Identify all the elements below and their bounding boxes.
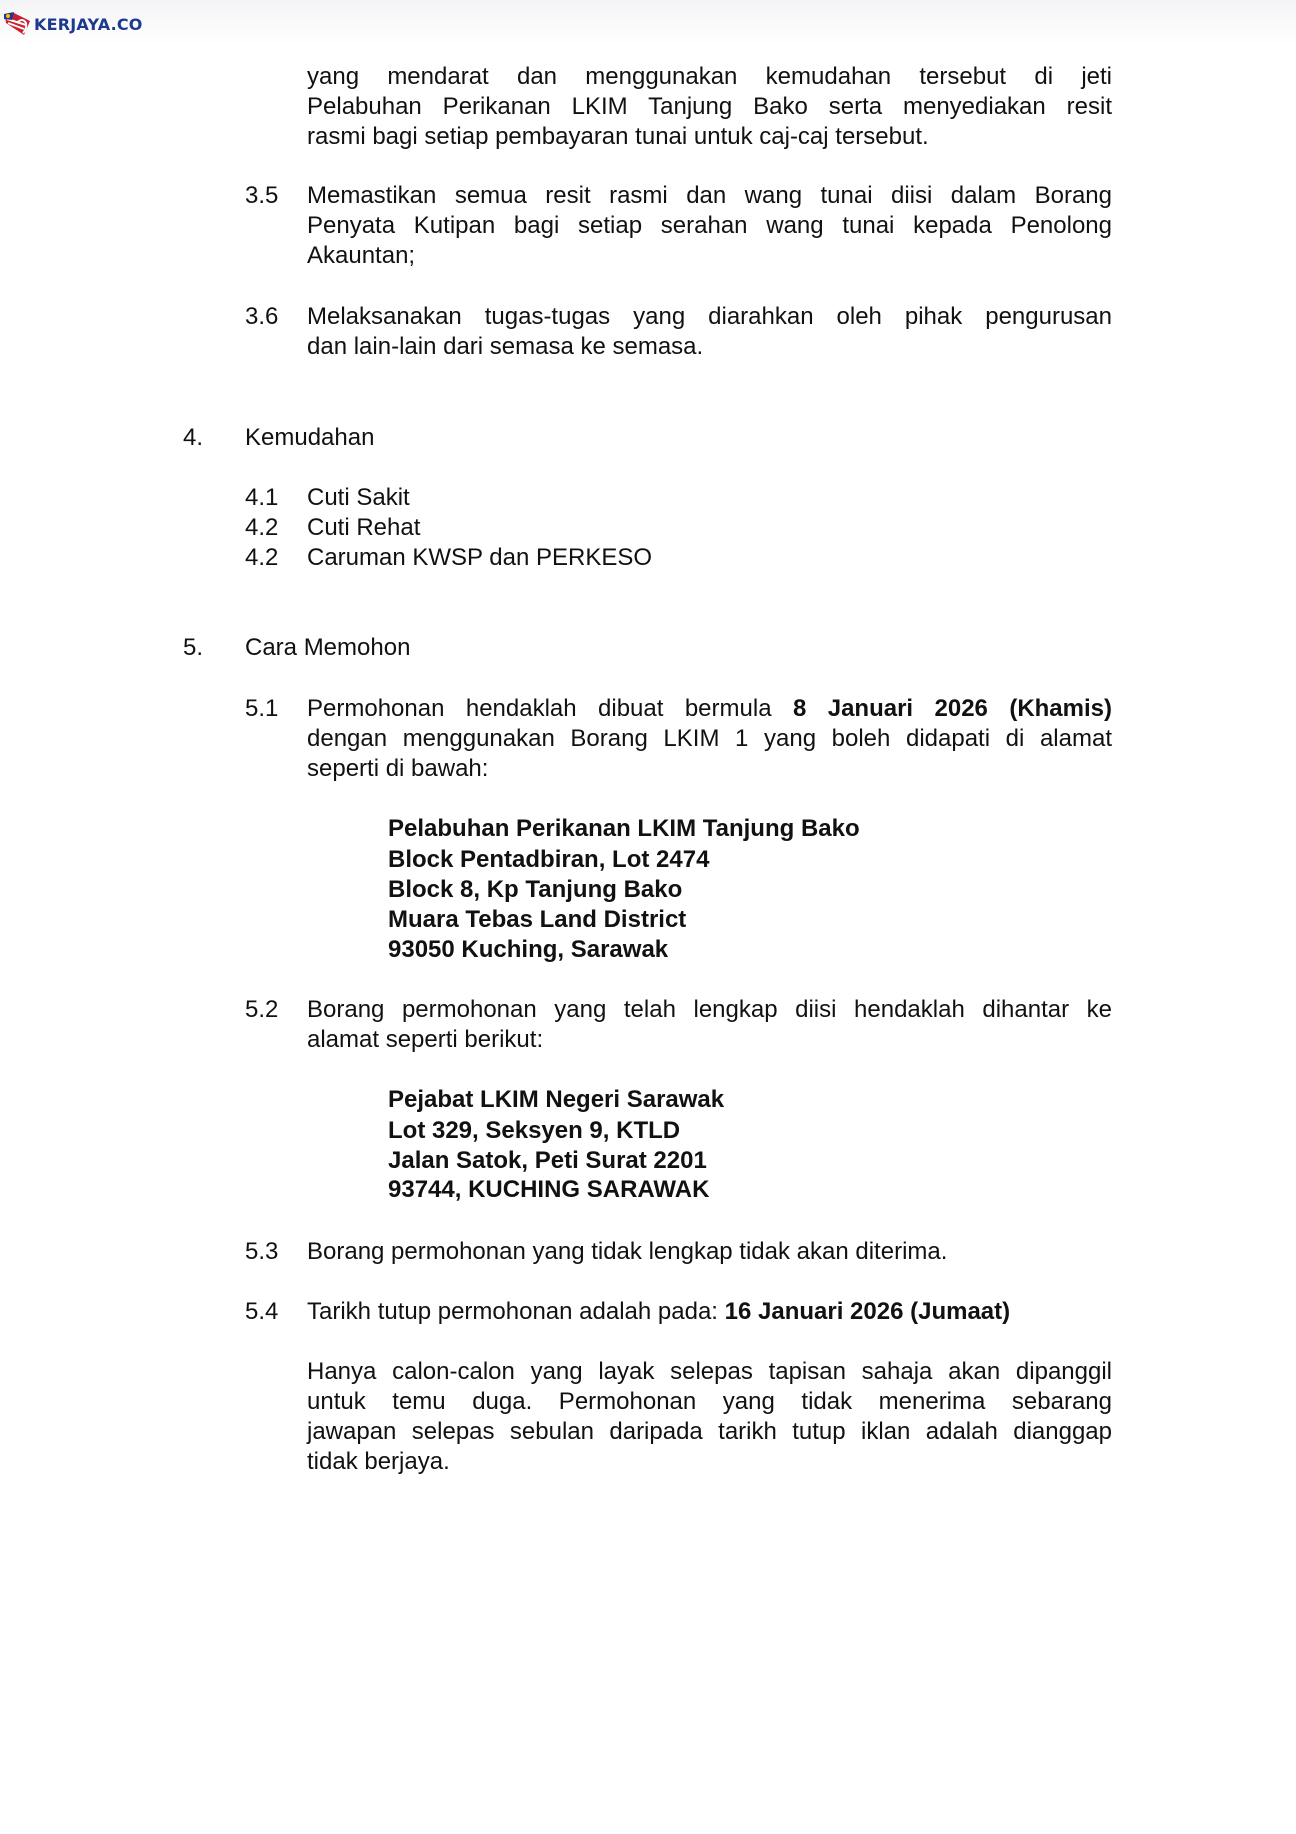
section-title: Cara Memohon bbox=[245, 634, 411, 661]
address-line: Block Pentadbiran, Lot 2474 bbox=[388, 846, 710, 873]
logo-text: KERJAYA.CO bbox=[34, 14, 143, 34]
start-date: 8 Januari 2026 (Khamis) bbox=[792, 695, 1113, 722]
text-line: alamat seperti berikut: bbox=[307, 1026, 544, 1053]
address-line: Lot 329, Seksyen 9, KTLD bbox=[388, 1117, 681, 1144]
section-number: 5. bbox=[183, 634, 204, 661]
text-line: dengan menggunakan Borang LKIM 1 yang boleh didapati di alamat bbox=[307, 725, 1112, 752]
address-line: Muara Tebas Land District bbox=[388, 906, 687, 933]
list-item-number: 4.2 bbox=[245, 544, 279, 571]
text-prefix: Permohonan hendaklah dibuat bermula bbox=[307, 695, 772, 722]
address-line: Jalan Satok, Peti Surat 2201 bbox=[388, 1147, 707, 1174]
item-3-5-text bbox=[307, 181, 1112, 271]
section-number: 4. bbox=[183, 424, 204, 451]
text-line: dan lain-lain dari semasa ke semasa. bbox=[307, 333, 704, 360]
text-line bbox=[307, 694, 1112, 724]
text-line: Pelabuhan Perikanan LKIM Tanjung Bako serta menyediakan resit bbox=[307, 93, 1112, 120]
list-item: Cuti Sakit bbox=[307, 484, 410, 511]
text-line: jawapan selepas sebulan daripada tarikh tutup iklan adalah dianggap bbox=[307, 1418, 1112, 1445]
item-5-1-text bbox=[307, 694, 1112, 784]
item-3-4-continuation bbox=[307, 62, 1112, 152]
text-line: Borang permohonan yang telah lengkap diisi hendaklah dihantar ke bbox=[307, 996, 1112, 1023]
section-title: Kemudahan bbox=[245, 424, 375, 451]
malaysia-flag-heart-icon bbox=[2, 11, 32, 37]
item-number: 5.2 bbox=[245, 996, 279, 1023]
item-5-4-text bbox=[307, 1297, 1010, 1327]
item-number: 5.3 bbox=[245, 1238, 279, 1265]
text-line: tidak berjaya. bbox=[307, 1448, 450, 1475]
item-3-6-text bbox=[307, 302, 1112, 362]
text-line: untuk temu duga. Permohonan yang tidak menerima sebarang bbox=[307, 1388, 1112, 1415]
item-5-2-text bbox=[307, 995, 1112, 1055]
text-line: seperti di bawah: bbox=[307, 755, 489, 782]
site-logo[interactable] bbox=[2, 11, 143, 37]
item-number: 5.4 bbox=[245, 1298, 279, 1325]
list-item-number: 4.1 bbox=[245, 484, 279, 511]
item-number: 3.5 bbox=[245, 182, 279, 209]
address-line: Block 8, Kp Tanjung Bako bbox=[388, 876, 683, 903]
item-5-3-text: Borang permohonan yang tidak lengkap tidak akan diterima. bbox=[307, 1238, 948, 1265]
address-line: Pejabat LKIM Negeri Sarawak bbox=[388, 1086, 725, 1113]
address-line: 93050 Kuching, Sarawak bbox=[388, 936, 669, 963]
closing-note bbox=[307, 1357, 1112, 1477]
text-line: rasmi bagi setiap pembayaran tunai untuk caj-caj tersebut. bbox=[307, 123, 929, 150]
list-item-number: 4.2 bbox=[245, 514, 279, 541]
text-prefix: Tarikh tutup permohonan adalah pada: bbox=[307, 1298, 718, 1325]
text-line: Melaksanakan tugas-tugas yang diarahkan oleh pihak pengurusan bbox=[307, 303, 1112, 330]
item-number: 5.1 bbox=[245, 695, 279, 722]
list-item: Caruman KWSP dan PERKESO bbox=[307, 544, 653, 571]
address-line: 93744, KUCHING SARAWAK bbox=[388, 1176, 710, 1203]
closing-date: 16 Januari 2026 (Jumaat) bbox=[724, 1298, 1011, 1325]
item-number: 3.6 bbox=[245, 303, 279, 330]
text-line: Penyata Kutipan bagi setiap serahan wang tunai kepada Penolong bbox=[307, 212, 1112, 239]
text-line: Memastikan semua resit rasmi dan wang tunai diisi dalam Borang bbox=[307, 182, 1112, 209]
address-line: Pelabuhan Perikanan LKIM Tanjung Bako bbox=[388, 815, 860, 842]
text-line: yang mendarat dan menggunakan kemudahan tersebut di jeti bbox=[307, 63, 1112, 90]
list-item: Cuti Rehat bbox=[307, 514, 421, 541]
header-bar bbox=[0, 0, 1296, 44]
text-line: Hanya calon-calon yang layak selepas tapisan sahaja akan dipanggil bbox=[307, 1358, 1112, 1385]
text-line: Akauntan; bbox=[307, 242, 416, 269]
